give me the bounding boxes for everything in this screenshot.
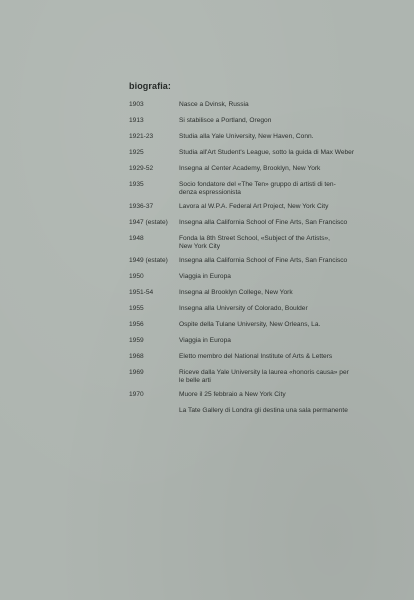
biography-entry xyxy=(129,203,399,211)
biography-entry xyxy=(129,219,399,227)
entry-year: 1948 xyxy=(129,235,144,242)
entry-text: Insegna alla California School of Fine Arts, San Francisco xyxy=(179,219,348,226)
biography-entry xyxy=(129,101,399,109)
entry-text: Si stabilisce a Portland, Oregon xyxy=(179,117,272,124)
entry-text: Lavora al W.P.A. Federal Art Project, New York City xyxy=(179,203,329,210)
biography-entry xyxy=(129,117,399,125)
biography-entry xyxy=(129,149,399,157)
entry-year: 1949 (estate) xyxy=(129,257,168,264)
biography-entry xyxy=(129,353,399,361)
entry-text: Studia alla Yale University, New Haven, Conn. xyxy=(179,133,314,140)
biography-entry xyxy=(129,391,399,399)
entry-year: 1929-52 xyxy=(129,165,154,172)
entry-year: 1921-23 xyxy=(129,133,154,140)
entry-year: 1903 xyxy=(129,101,144,108)
entry-text: Insegna alla California School of Fine Arts, San Francisco xyxy=(179,257,348,264)
entry-text: La Tate Gallery di Londra gli destina una sala permanente xyxy=(179,407,348,414)
entry-text: Insegna al Brooklyn College, New York xyxy=(179,289,293,296)
entry-text: Muore il 25 febbraio a New York City xyxy=(179,391,286,398)
entry-text: Insegna alla University of Colorado, Boulder xyxy=(179,305,308,312)
entry-text: Nasce a Dvinsk, Russia xyxy=(179,101,249,108)
biography-entry xyxy=(129,337,399,345)
entry-text: Socio fondatore del «The Ten» gruppo di artisti di ten- denza espressionista xyxy=(179,181,336,196)
entry-year: 1913 xyxy=(129,117,144,124)
biography-entry xyxy=(129,369,399,385)
biography-heading: biografia: xyxy=(129,81,172,91)
entry-text: Fonda la 8th Street School, «Subject of the Artists», New York City xyxy=(179,235,331,250)
entry-year: 1947 (estate) xyxy=(129,219,168,226)
entry-year: 1968 xyxy=(129,353,144,360)
biography-entry xyxy=(129,133,399,141)
entry-year: 1955 xyxy=(129,305,144,312)
entry-text: Viaggia in Europa xyxy=(179,337,231,344)
entry-year: 1925 xyxy=(129,149,144,156)
biography-entry xyxy=(129,289,399,297)
entry-year: 1950 xyxy=(129,273,144,280)
entry-year: 1970 xyxy=(129,391,144,398)
biography-entry xyxy=(129,321,399,329)
entry-text: Studia all'Art Student's League, sotto la guida di Max Weber xyxy=(179,149,355,156)
entry-text: Eletto membro del National Institute of Arts & Letters xyxy=(179,353,333,360)
biography-entry xyxy=(129,257,399,265)
biography-entry xyxy=(129,165,399,173)
biography-entry xyxy=(129,181,399,197)
biography-entry xyxy=(129,407,399,415)
biography-list xyxy=(129,101,399,423)
entry-text: Riceve dalla Yale University la laurea «honoris causa» per le belle arti xyxy=(179,369,349,384)
biography-entry xyxy=(129,305,399,313)
entry-year: 1935 xyxy=(129,181,144,188)
entry-year: 1936-37 xyxy=(129,203,154,210)
entry-text: Insegna al Center Academy, Brooklyn, New York xyxy=(179,165,321,172)
entry-text: Viaggia in Europa xyxy=(179,273,231,280)
entry-year: 1969 xyxy=(129,369,144,376)
entry-year: 1959 xyxy=(129,337,144,344)
biography-entry xyxy=(129,235,399,251)
entry-text: Ospite della Tulane University, New Orleans, La. xyxy=(179,321,321,328)
biography-entry xyxy=(129,273,399,281)
entry-year: 1956 xyxy=(129,321,144,328)
entry-year: 1951-54 xyxy=(129,289,154,296)
